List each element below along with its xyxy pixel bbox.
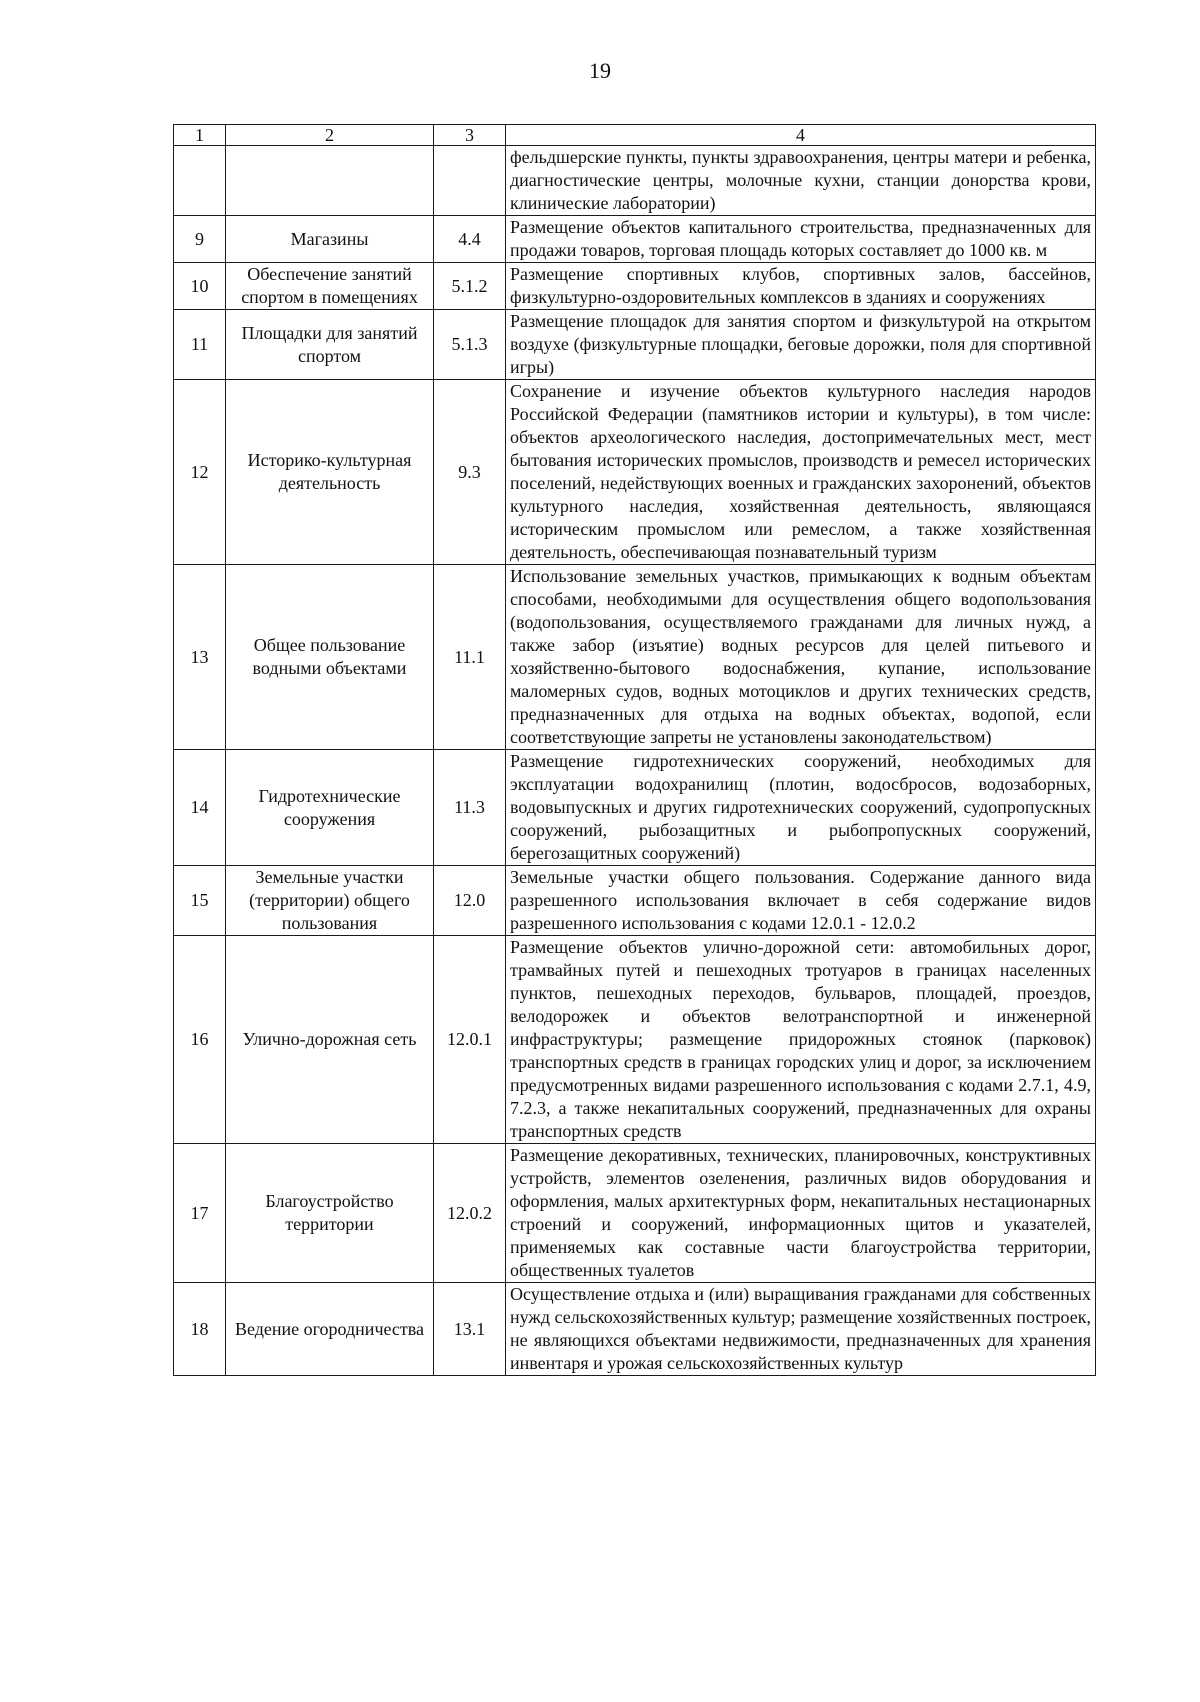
row-number: 14 xyxy=(174,750,226,866)
use-type-description: фельдшерские пункты, пункты здравоохранения, центры матери и ребенка, диагностические центры, молочные кухни, станции донорства крови, клинические лаборатории) xyxy=(506,146,1096,216)
row-number: 18 xyxy=(174,1283,226,1376)
row-number: 10 xyxy=(174,263,226,310)
row-number: 16 xyxy=(174,936,226,1144)
use-type-name: Благоустройство территории xyxy=(226,1144,434,1283)
use-type-code: 5.1.2 xyxy=(434,263,506,310)
column-header: 4 xyxy=(506,125,1096,146)
use-type-code: 12.0.1 xyxy=(434,936,506,1144)
page-number: 19 xyxy=(589,58,611,83)
use-type-description: Размещение площадок для занятия спортом и физкультурой на открытом воздухе (физкультурные площадки, беговые дорожки, поля для спортивной игры) xyxy=(506,310,1096,380)
row-number: 15 xyxy=(174,866,226,936)
use-type-description: Осуществление отдыха и (или) выращивания гражданами для собственных нужд сельскохозяйственных культур; размещение хозяйственных построек, не являющихся объектами недвижимости, предназначенных для хранения инвентаря и урожая сельскохозяйственных культур xyxy=(506,1283,1096,1376)
use-type-code: 12.0.2 xyxy=(434,1144,506,1283)
table-header-row xyxy=(174,125,1096,146)
use-type-name: Историко-культурная деятельность xyxy=(226,380,434,565)
use-type-name: Улично-дорожная сеть xyxy=(226,936,434,1144)
use-type-description: Сохранение и изучение объектов культурного наследия народов Российской Федерации (памятников истории и культуры), в том числе: объектов археологического наследия, достопримечательных мест, мест бытования исторических промыслов, производств и ремесел исторических поселений, недействующих военных и гражданских захоронений, объектов культурного наследия, хозяйственная деятельность, являющаяся историческим промыслом или ремеслом, а также хозяйственная деятельность, обеспечивающая познавательный туризм xyxy=(506,380,1096,565)
use-type-code: 4.4 xyxy=(434,216,506,263)
table-row xyxy=(174,263,1096,310)
use-type-code xyxy=(434,146,506,216)
use-type-code: 11.3 xyxy=(434,750,506,866)
use-type-name: Площадки для занятий спортом xyxy=(226,310,434,380)
use-type-description: Размещение объектов капитального строительства, предназначенных для продажи товаров, торговая площадь которых составляет до 1000 кв. м xyxy=(506,216,1096,263)
use-type-description: Размещение декоративных, технических, планировочных, конструктивных устройств, элементов озеленения, различных видов оборудования и оформления, малых архитектурных форм, некапитальных нестационарных строений и сооружений, информационных щитов и указателей, применяемых как составные части благоустройства территории, общественных туалетов xyxy=(506,1144,1096,1283)
column-header: 1 xyxy=(174,125,226,146)
column-header: 3 xyxy=(434,125,506,146)
table-row xyxy=(174,750,1096,866)
use-type-description: Размещение гидротехнических сооружений, необходимых для эксплуатации водохранилищ (плотин, водосбросов, водозаборных, водовыпускных и других гидротехнических сооружений, судопропускных сооружений, рыбозащитных и рыбопропускных сооружений, берегозащитных сооружений) xyxy=(506,750,1096,866)
row-number: 9 xyxy=(174,216,226,263)
row-number: 17 xyxy=(174,1144,226,1283)
table-row xyxy=(174,565,1096,750)
table-row xyxy=(174,1283,1096,1376)
use-type-description: Размещение спортивных клубов, спортивных залов, бассейнов, физкультурно-оздоровительных комплексов в зданиях и сооружениях xyxy=(506,263,1096,310)
table-row xyxy=(174,146,1096,216)
table-row xyxy=(174,936,1096,1144)
table-row xyxy=(174,310,1096,380)
row-number xyxy=(174,146,226,216)
table-row xyxy=(174,866,1096,936)
table-row xyxy=(174,380,1096,565)
use-type-code: 9.3 xyxy=(434,380,506,565)
use-type-name: Обеспечение занятий спортом в помещениях xyxy=(226,263,434,310)
column-header: 2 xyxy=(226,125,434,146)
use-type-name xyxy=(226,146,434,216)
use-type-description: Использование земельных участков, примыкающих к водным объектам способами, необходимыми для осуществления общего водопользования (водопользования, осуществляемого гражданами для личных нужд, а также забор (изъятие) водных ресурсов для целей питьевого и хозяйственно-бытового водоснабжения, купание, использование маломерных судов, водных мотоциклов и других технических средств, предназначенных для отдыха на водных объектах, водопой, если соответствующие запреты не установлены законодательством) xyxy=(506,565,1096,750)
use-type-code: 12.0 xyxy=(434,866,506,936)
land-use-table xyxy=(173,124,1096,1376)
use-type-code: 5.1.3 xyxy=(434,310,506,380)
use-type-code: 11.1 xyxy=(434,565,506,750)
table-row xyxy=(174,1144,1096,1283)
use-type-name: Гидротехнические сооружения xyxy=(226,750,434,866)
use-type-name: Ведение огородничества xyxy=(226,1283,434,1376)
use-type-code: 13.1 xyxy=(434,1283,506,1376)
use-type-description: Земельные участки общего пользования. Содержание данного вида разрешенного использования включает в себя содержание видов разрешенного использования с кодами 12.0.1 - 12.0.2 xyxy=(506,866,1096,936)
row-number: 12 xyxy=(174,380,226,565)
table-row xyxy=(174,216,1096,263)
use-type-name: Земельные участки (территории) общего пользования xyxy=(226,866,434,936)
use-type-name: Магазины xyxy=(226,216,434,263)
use-type-description: Размещение объектов улично-дорожной сети: автомобильных дорог, трамвайных путей и пешеходных тротуаров в границах населенных пунктов, пешеходных переходов, бульваров, площадей, проездов, велодорожек и объектов велотранспортной и инженерной инфраструктуры; размещение придорожных стоянок (парковок) транспортных средств в границах городских улиц и дорог, за исключением предусмотренных видами разрешенного использования с кодами 2.7.1, 4.9, 7.2.3, а также некапитальных сооружений, предназначенных для охраны транспортных средств xyxy=(506,936,1096,1144)
use-type-name: Общее пользование водными объектами xyxy=(226,565,434,750)
row-number: 13 xyxy=(174,565,226,750)
row-number: 11 xyxy=(174,310,226,380)
